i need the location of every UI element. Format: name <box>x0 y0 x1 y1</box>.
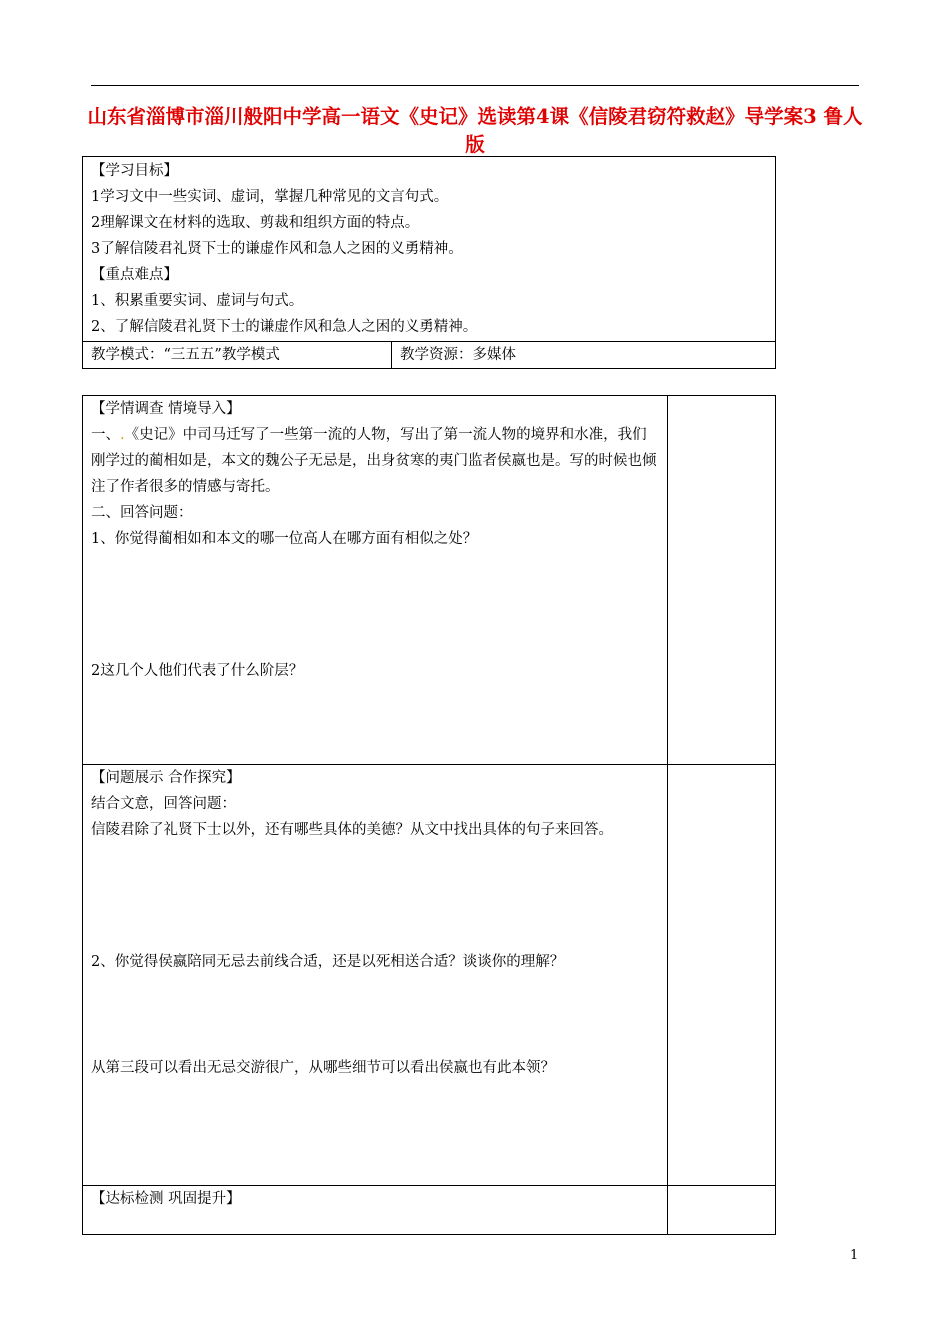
notes-cell <box>668 1186 776 1235</box>
objectives-cell <box>83 157 776 342</box>
intro-prefix: 一、 <box>91 427 120 443</box>
section1-heading: 【学情调查 情境导入】 <box>91 401 241 417</box>
resource-cell <box>392 342 776 369</box>
objective-item: 3了解信陵君礼贤下士的谦虚作风和急人之困的义勇精神。 <box>91 241 463 257</box>
section2-question: 2、你觉得侯嬴陪同无忌去前线合适，还是以死相送合适？谈谈你的理解？ <box>91 954 565 970</box>
teaching-mode: 教学模式：“三五五”教学模式 <box>91 347 280 363</box>
section2-question: 信陵君除了礼贤下士以外，还有哪些具体的美德？从文中找出具体的句子来回答。 <box>91 822 613 838</box>
objectives-heading: 【学习目标】 <box>91 163 178 179</box>
section1-intro <box>83 422 667 500</box>
objectives-table <box>82 156 776 369</box>
section1-question: 2这几个人他们代表了什么阶层？ <box>91 663 304 679</box>
section2-question: 从第三段可以看出无忌交游很广，从哪些细节可以看出侯嬴也有此本领？ <box>91 1060 555 1076</box>
page-title: 山东省淄博市淄川般阳中学高一语文《史记》选读第4课《信陵君窃符救赵》导学案3 鲁人版 <box>87 105 863 156</box>
section2-lead: 结合文意，回答问题： <box>91 796 236 812</box>
section1-subheading: 二、回答问题： <box>91 505 193 521</box>
key-points-heading: 【重点难点】 <box>91 267 178 283</box>
section2-heading: 【问题展示 合作探究】 <box>91 770 241 786</box>
page-number: 1 <box>850 1248 859 1263</box>
section3-heading: 【达标检测 巩固提升】 <box>91 1191 241 1207</box>
section1-cell <box>83 396 668 765</box>
key-point-item: 2、了解信陵君礼贤下士的谦虚作风和急人之困的义勇精神。 <box>91 319 478 335</box>
mode-cell <box>83 342 392 369</box>
guide-table <box>82 395 776 1235</box>
section2-cell <box>83 765 668 1186</box>
objective-item: 1学习文中一些实词、虚词，掌握几种常见的文言句式。 <box>91 189 449 205</box>
key-point-item: 1、积累重要实词、虚词与句式。 <box>91 293 304 309</box>
objective-item: 2理解课文在材料的选取、剪裁和组织方面的特点。 <box>91 215 420 231</box>
intro-dot: . <box>120 427 125 443</box>
notes-cell <box>668 765 776 1186</box>
intro-text: 《史记》中司马迁写了一些第一流的人物，写出了第一流人物的境界和水准，我们刚学过的蔺相如是，本文的魏公子无忌是，出身贫寒的夷门监者侯嬴也是。写的时候也倾注了作者很多的情感与寄托。 <box>91 427 657 495</box>
section3-cell <box>83 1186 668 1235</box>
section1-question: 1、你觉得蔺相如和本文的哪一位高人在哪方面有相似之处？ <box>91 531 478 547</box>
notes-cell <box>668 396 776 765</box>
header-rule <box>91 85 859 86</box>
teaching-resource: 教学资源：多媒体 <box>400 347 516 363</box>
